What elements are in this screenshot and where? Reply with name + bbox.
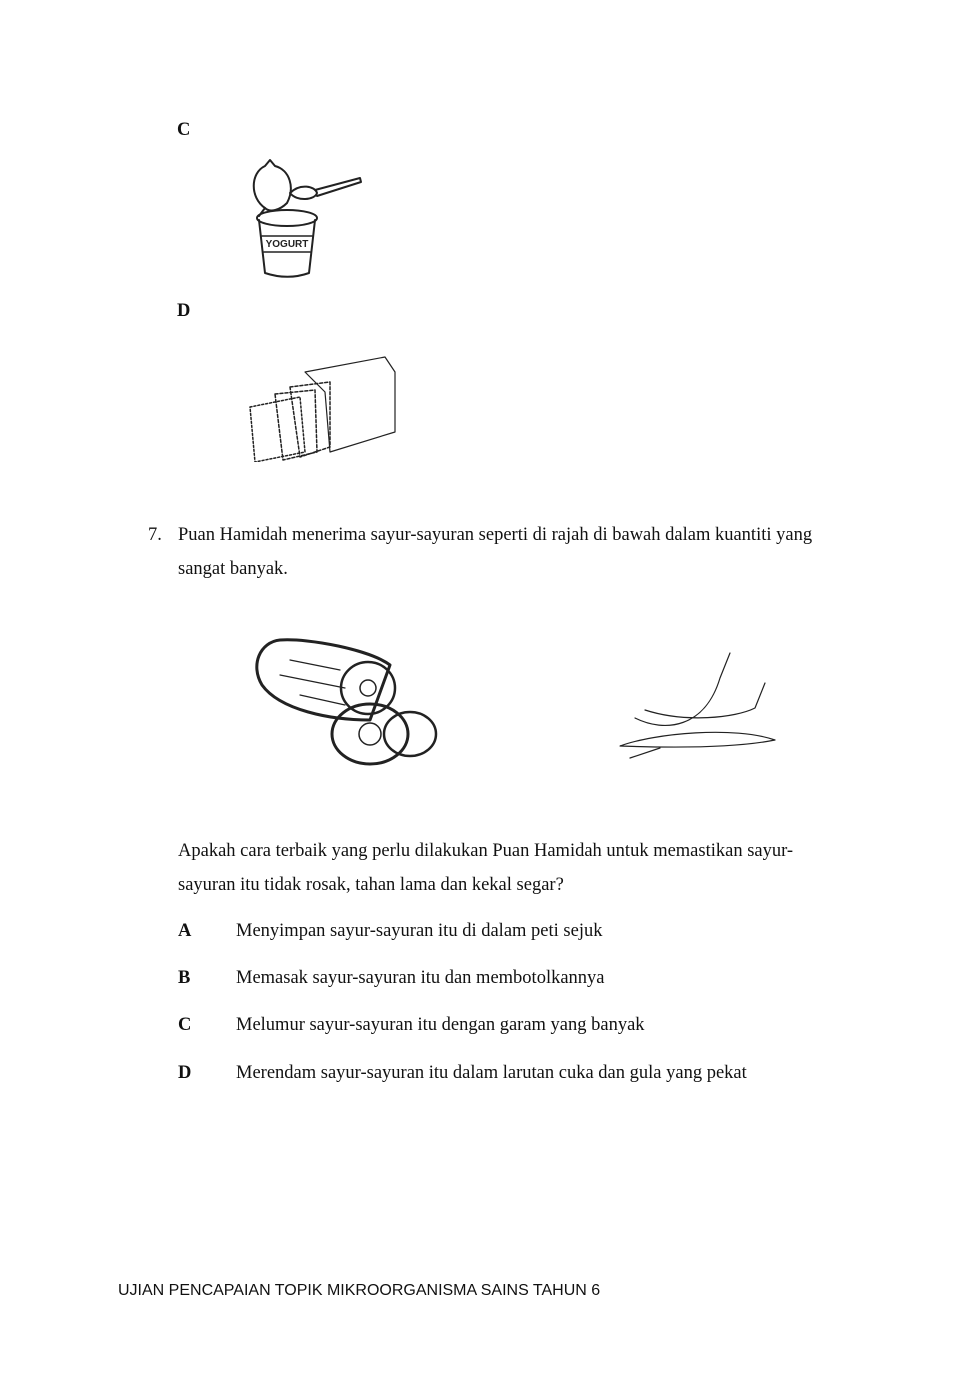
option-letter: D [178,1063,192,1083]
option-letter: B [178,968,191,988]
prompt-line1: Apakah cara terbaik yang perlu dilakukan Puan Hamidah untuk memastikan sayur- [178,841,794,861]
option-text: Melumur sayur-sayuran itu dengan garam yang banyak [236,1015,645,1035]
cucumber-image [250,630,445,770]
question-text-line2: sangat banyak. [178,559,288,579]
option-letter: A [178,921,192,941]
question-number: 7. [148,525,162,545]
yogurt-image [245,158,365,280]
page-footer: UJIAN PENCAPAIAN TOPIK MIKROORGANISMA SAINS TAHUN 6 [118,1282,601,1299]
option-c-letter: C [177,120,191,140]
option-d-letter: D [177,301,191,321]
question-text-line1: Puan Hamidah menerima sayur-sayuran seperti di rajah di bawah dalam kuantiti yang [178,525,813,545]
yogurt-label: YOGURT [265,239,309,250]
prompt-line2: sayuran itu tidak rosak, tahan lama dan kekal segar? [178,875,564,895]
chili-image [615,648,780,766]
option-text: Merendam sayur-sayuran itu dalam larutan cuka dan gula yang pekat [236,1063,747,1083]
option-text: Memasak sayur-sayuran itu dan membotolkannya [236,968,605,988]
option-text: Menyimpan sayur-sayuran itu di dalam peti sejuk [236,921,603,941]
tempeh-image [245,352,400,462]
option-letter: C [178,1015,192,1035]
